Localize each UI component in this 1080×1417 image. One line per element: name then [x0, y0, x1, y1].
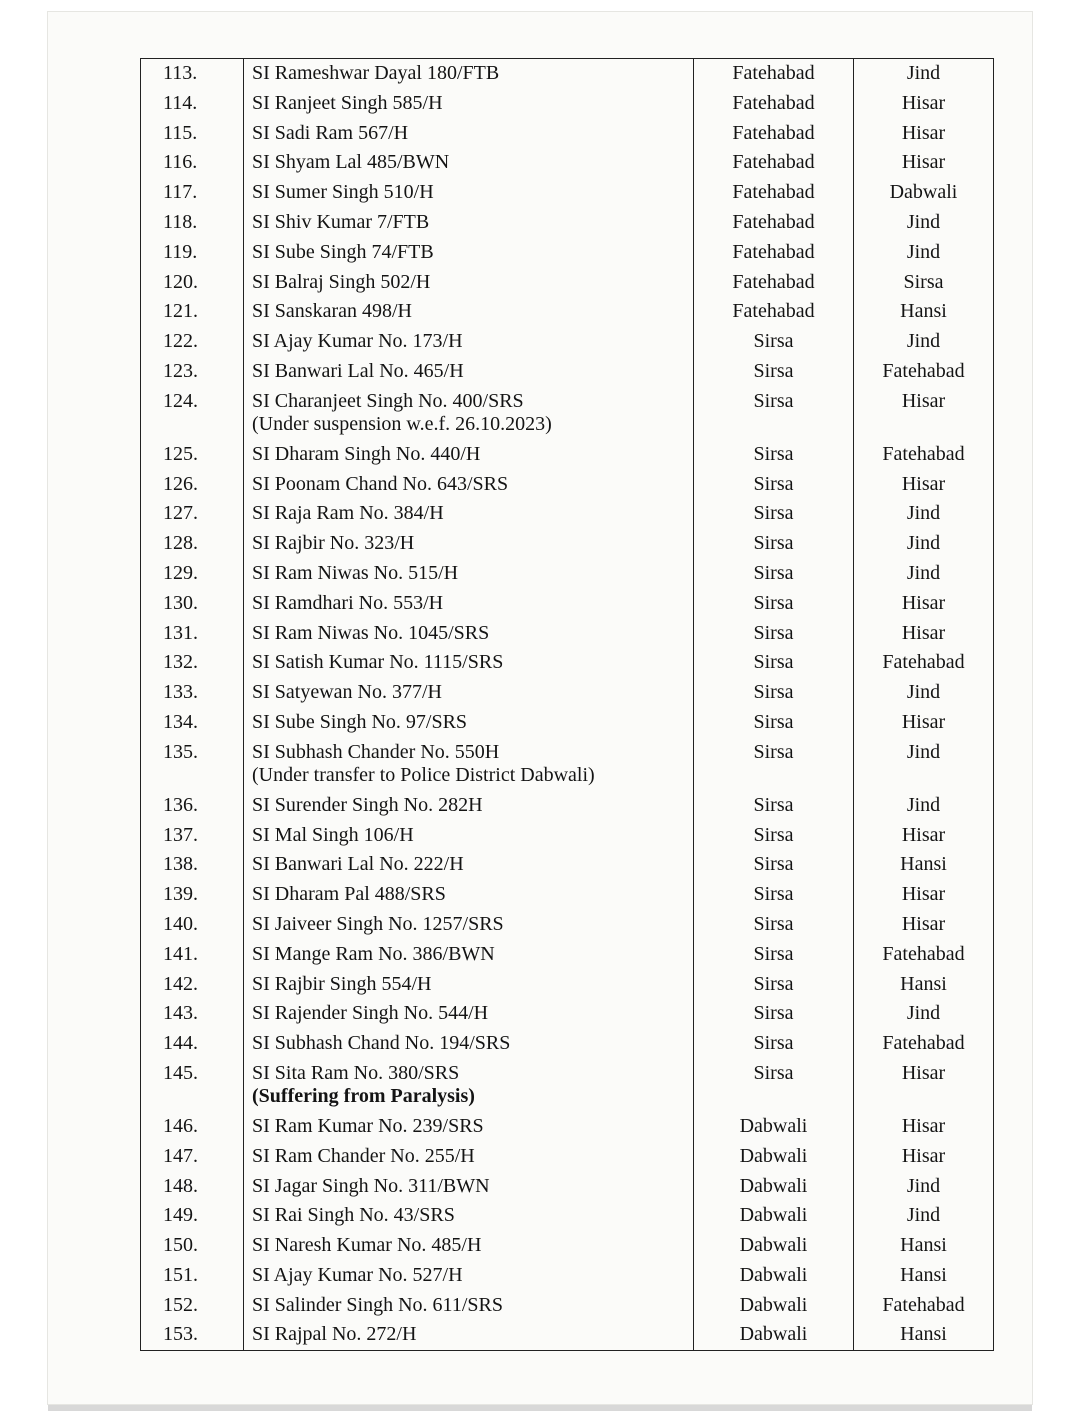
officer-name: SI Sadi Ram 567/H	[252, 121, 409, 144]
officer-name: SI Naresh Kumar No. 485/H	[252, 1234, 482, 1257]
serial-number-cell: 149.	[163, 1204, 198, 1227]
to-district-cell: Jind	[853, 999, 993, 1029]
officer-remark: (Suffering from Paralysis)	[252, 1084, 475, 1107]
serial-number-cell: 124.	[163, 389, 198, 412]
officer-name: SI Dharam Singh No. 440/H	[252, 442, 481, 465]
officer-name: SI Satyewan No. 377/H	[252, 681, 442, 704]
serial-number-cell: 114.	[163, 91, 198, 114]
officer-name: SI Raja Ram No. 384/H	[252, 502, 444, 525]
from-district-cell: Sirsa	[693, 648, 853, 678]
table-row	[141, 1291, 993, 1321]
serial-number-cell: 121.	[163, 300, 198, 323]
officer-name: SI Banwari Lal No. 465/H	[252, 359, 464, 382]
officer-name-cell	[243, 1029, 693, 1059]
to-district-cell: Hansi	[853, 1261, 993, 1291]
to-district-cell: Jind	[853, 529, 993, 559]
to-district-cell: Jind	[853, 499, 993, 529]
table-row	[141, 1142, 993, 1172]
officer-name: SI Poonam Chand No. 643/SRS	[252, 472, 509, 495]
officer-name-cell	[243, 738, 693, 791]
transfer-table	[140, 58, 994, 1351]
table-row	[141, 529, 993, 559]
serial-number-cell: 152.	[163, 1293, 198, 1316]
to-district-cell: Hisar	[853, 880, 993, 910]
officer-name-cell	[243, 1320, 693, 1350]
to-district-cell: Hansi	[853, 1231, 993, 1261]
officer-name-cell	[243, 1059, 693, 1112]
from-district-cell: Sirsa	[693, 440, 853, 470]
officer-name-cell	[243, 880, 693, 910]
officer-name-cell	[243, 1142, 693, 1172]
table-row	[141, 238, 993, 268]
to-district-cell: Hisar	[853, 589, 993, 619]
from-district-cell: Fatehabad	[693, 89, 853, 119]
from-district-cell: Fatehabad	[693, 119, 853, 149]
from-district-cell: Dabwali	[693, 1231, 853, 1261]
from-district-cell: Sirsa	[693, 910, 853, 940]
from-district-cell: Fatehabad	[693, 178, 853, 208]
from-district-cell: Sirsa	[693, 470, 853, 500]
officer-name: SI Ajay Kumar No. 173/H	[252, 330, 463, 353]
officer-name: SI Subhash Chander No. 550H	[252, 740, 500, 763]
to-district-cell: Jind	[853, 59, 993, 89]
officer-name-cell	[243, 327, 693, 357]
officer-name-cell	[243, 559, 693, 589]
table-row	[141, 619, 993, 649]
to-district-cell: Fatehabad	[853, 1291, 993, 1321]
serial-number-cell: 127.	[163, 502, 198, 525]
from-district-cell: Fatehabad	[693, 59, 853, 89]
from-district-cell: Sirsa	[693, 387, 853, 440]
from-district-cell: Sirsa	[693, 529, 853, 559]
to-district-cell: Jind	[853, 738, 993, 791]
officer-name: SI Jagar Singh No. 311/BWN	[252, 1174, 490, 1197]
serial-number-cell: 130.	[163, 591, 198, 614]
officer-name-cell	[243, 208, 693, 238]
to-district-cell: Hisar	[853, 119, 993, 149]
officer-name-cell	[243, 1231, 693, 1261]
officer-name: SI Mange Ram No. 386/BWN	[252, 942, 495, 965]
officer-name-cell	[243, 297, 693, 327]
officer-name-cell	[243, 970, 693, 1000]
table-row	[141, 327, 993, 357]
from-district-cell: Sirsa	[693, 850, 853, 880]
serial-number-cell: 126.	[163, 472, 198, 495]
table-row	[141, 1112, 993, 1142]
serial-number-cell: 133.	[163, 681, 198, 704]
table-row	[141, 1231, 993, 1261]
officer-name-cell	[243, 1201, 693, 1231]
serial-number-cell: 134.	[163, 710, 198, 733]
to-district-cell: Jind	[853, 1201, 993, 1231]
to-district-cell: Fatehabad	[853, 940, 993, 970]
table-row	[141, 1201, 993, 1231]
serial-number-cell: 140.	[163, 912, 198, 935]
to-district-cell: Hansi	[853, 970, 993, 1000]
table-row	[141, 910, 993, 940]
officer-name-cell	[243, 59, 693, 89]
from-district-cell: Fatehabad	[693, 208, 853, 238]
from-district-cell: Sirsa	[693, 357, 853, 387]
officer-name: SI Rajbir No. 323/H	[252, 532, 415, 555]
to-district-cell: Hisar	[853, 1142, 993, 1172]
officer-name-cell	[243, 1112, 693, 1142]
to-district-cell: Hisar	[853, 387, 993, 440]
table-row	[141, 387, 993, 440]
table-row	[141, 499, 993, 529]
officer-name: SI Rameshwar Dayal 180/FTB	[252, 62, 500, 84]
table-row	[141, 791, 993, 821]
officer-name-cell	[243, 619, 693, 649]
to-district-cell: Fatehabad	[853, 440, 993, 470]
officer-remark: (Under transfer to Police District Dabwali)	[252, 763, 595, 786]
table-row	[141, 648, 993, 678]
from-district-cell: Fatehabad	[693, 238, 853, 268]
from-district-cell: Sirsa	[693, 791, 853, 821]
officer-name: SI Salinder Singh No. 611/SRS	[252, 1293, 503, 1316]
to-district-cell: Fatehabad	[853, 648, 993, 678]
table-row	[141, 970, 993, 1000]
serial-number-cell: 113.	[163, 62, 198, 84]
officer-name: SI Balraj Singh 502/H	[252, 270, 431, 293]
officer-name-cell	[243, 268, 693, 298]
from-district-cell: Dabwali	[693, 1261, 853, 1291]
serial-number-cell: 146.	[163, 1114, 198, 1137]
officer-name-cell	[243, 1291, 693, 1321]
from-district-cell: Sirsa	[693, 940, 853, 970]
officer-name: SI Shyam Lal 485/BWN	[252, 151, 450, 174]
officer-name-cell	[243, 821, 693, 851]
serial-number-cell: 123.	[163, 359, 198, 382]
serial-number-cell: 139.	[163, 883, 198, 906]
from-district-cell: Sirsa	[693, 678, 853, 708]
officer-name: SI Rajpal No. 272/H	[252, 1323, 417, 1346]
officer-name-cell	[243, 357, 693, 387]
serial-number-cell: 145.	[163, 1061, 198, 1084]
to-district-cell: Fatehabad	[853, 357, 993, 387]
from-district-cell: Dabwali	[693, 1201, 853, 1231]
from-district-cell: Sirsa	[693, 999, 853, 1029]
serial-number-cell: 143.	[163, 1002, 198, 1025]
table-row	[141, 880, 993, 910]
serial-number-cell: 153.	[163, 1323, 198, 1346]
from-district-cell: Sirsa	[693, 499, 853, 529]
from-district-cell: Sirsa	[693, 821, 853, 851]
officer-name-cell	[243, 1261, 693, 1291]
from-district-cell: Dabwali	[693, 1320, 853, 1350]
serial-number-cell: 122.	[163, 330, 198, 353]
from-district-cell: Sirsa	[693, 589, 853, 619]
officer-name-cell	[243, 999, 693, 1029]
serial-number-cell: 141.	[163, 942, 198, 965]
serial-number-cell: 142.	[163, 972, 198, 995]
table-row	[141, 1320, 993, 1350]
serial-number-cell: 117.	[163, 181, 198, 204]
officer-name-cell	[243, 910, 693, 940]
officer-name: SI Ramdhari No. 553/H	[252, 591, 444, 614]
officer-name: SI Rai Singh No. 43/SRS	[252, 1204, 455, 1227]
officer-name-cell	[243, 1172, 693, 1202]
to-district-cell: Hisar	[853, 89, 993, 119]
table-row	[141, 1059, 993, 1112]
table-row	[141, 268, 993, 298]
officer-name-cell	[243, 589, 693, 619]
to-district-cell: Jind	[853, 791, 993, 821]
from-district-cell: Fatehabad	[693, 148, 853, 178]
officer-name-cell	[243, 499, 693, 529]
officer-name: SI Ram Niwas No. 1045/SRS	[252, 621, 490, 644]
document-page	[48, 12, 1032, 1404]
from-district-cell: Dabwali	[693, 1291, 853, 1321]
serial-number-cell: 138.	[163, 853, 198, 876]
officer-name: SI Banwari Lal No. 222/H	[252, 853, 464, 876]
table-row	[141, 589, 993, 619]
table-row	[141, 999, 993, 1029]
serial-number-cell: 144.	[163, 1032, 198, 1055]
serial-number-cell: 120.	[163, 270, 198, 293]
to-district-cell: Hisar	[853, 821, 993, 851]
table-row	[141, 357, 993, 387]
to-district-cell: Sirsa	[853, 268, 993, 298]
table-row	[141, 148, 993, 178]
officer-name: SI Mal Singh 106/H	[252, 823, 414, 846]
officer-name-cell	[243, 940, 693, 970]
officer-name-cell	[243, 850, 693, 880]
table-row	[141, 821, 993, 851]
officer-name: SI Ram Niwas No. 515/H	[252, 561, 459, 584]
officer-name-cell	[243, 529, 693, 559]
officer-name: SI Sanskaran 498/H	[252, 300, 412, 323]
officer-name-cell	[243, 148, 693, 178]
table-row	[141, 59, 993, 89]
table-row	[141, 440, 993, 470]
officer-name: SI Ram Chander No. 255/H	[252, 1144, 475, 1167]
serial-number-cell: 119.	[163, 240, 198, 263]
serial-number-cell: 118.	[163, 210, 198, 233]
table-row	[141, 208, 993, 238]
table-row	[141, 940, 993, 970]
table-row	[141, 850, 993, 880]
serial-number-cell: 136.	[163, 793, 198, 816]
officer-remark: (Under suspension w.e.f. 26.10.2023)	[252, 412, 552, 435]
table-row	[141, 678, 993, 708]
officer-name-cell	[243, 791, 693, 821]
officer-name-cell	[243, 470, 693, 500]
to-district-cell: Hisar	[853, 148, 993, 178]
table-row	[141, 470, 993, 500]
table-row	[141, 708, 993, 738]
officer-name: SI Charanjeet Singh No. 400/SRS	[252, 389, 524, 412]
officer-name: SI Satish Kumar No. 1115/SRS	[252, 651, 504, 674]
officer-name-cell	[243, 678, 693, 708]
from-district-cell: Sirsa	[693, 708, 853, 738]
to-district-cell: Hisar	[853, 619, 993, 649]
from-district-cell: Dabwali	[693, 1172, 853, 1202]
officer-name-cell	[243, 440, 693, 470]
serial-number-cell: 115.	[163, 121, 198, 144]
from-district-cell: Sirsa	[693, 619, 853, 649]
to-district-cell: Hisar	[853, 708, 993, 738]
table-row	[141, 178, 993, 208]
to-district-cell: Hansi	[853, 850, 993, 880]
table-row	[141, 1172, 993, 1202]
serial-number-cell: 129.	[163, 561, 198, 584]
from-district-cell: Dabwali	[693, 1142, 853, 1172]
from-district-cell: Sirsa	[693, 559, 853, 589]
officer-name: SI Ram Kumar No. 239/SRS	[252, 1114, 484, 1137]
officer-name-cell	[243, 119, 693, 149]
to-district-cell: Hisar	[853, 1112, 993, 1142]
officer-name-cell	[243, 238, 693, 268]
officer-name: SI Sube Singh 74/FTB	[252, 240, 434, 263]
table-row	[141, 89, 993, 119]
to-district-cell: Jind	[853, 678, 993, 708]
officer-name: SI Sube Singh No. 97/SRS	[252, 710, 468, 733]
officer-name: SI Sita Ram No. 380/SRS	[252, 1061, 460, 1084]
officer-name-cell	[243, 387, 693, 440]
officer-name: SI Rajbir Singh 554/H	[252, 972, 432, 995]
serial-number-cell: 116.	[163, 151, 198, 174]
serial-number-cell: 131.	[163, 621, 198, 644]
table-row	[141, 1261, 993, 1291]
officer-name-cell	[243, 648, 693, 678]
to-district-cell: Jind	[853, 238, 993, 268]
officer-name: SI Ranjeet Singh 585/H	[252, 91, 443, 114]
from-district-cell: Sirsa	[693, 880, 853, 910]
table-row	[141, 1029, 993, 1059]
table-row	[141, 297, 993, 327]
serial-number-cell: 125.	[163, 442, 198, 465]
to-district-cell: Fatehabad	[853, 1029, 993, 1059]
officer-name: SI Dharam Pal 488/SRS	[252, 883, 446, 906]
serial-number-cell: 150.	[163, 1234, 198, 1257]
from-district-cell: Sirsa	[693, 970, 853, 1000]
table-row	[141, 119, 993, 149]
officer-name: SI Shiv Kumar 7/FTB	[252, 210, 430, 233]
serial-number-cell: 135.	[163, 740, 198, 763]
serial-number-cell: 148.	[163, 1174, 198, 1197]
table-row	[141, 738, 993, 791]
from-district-cell: Sirsa	[693, 738, 853, 791]
serial-number-cell: 147.	[163, 1144, 198, 1167]
serial-number-cell: 128.	[163, 532, 198, 555]
officer-name: SI Ajay Kumar No. 527/H	[252, 1263, 463, 1286]
from-district-cell: Fatehabad	[693, 268, 853, 298]
to-district-cell: Jind	[853, 559, 993, 589]
to-district-cell: Hisar	[853, 910, 993, 940]
to-district-cell: Hisar	[853, 1059, 993, 1112]
serial-number-cell: 151.	[163, 1263, 198, 1286]
serial-number-cell: 137.	[163, 823, 198, 846]
officer-name-cell	[243, 89, 693, 119]
officer-name: SI Surender Singh No. 282H	[252, 793, 483, 816]
to-district-cell: Hansi	[853, 1320, 993, 1350]
officer-name: SI Subhash Chand No. 194/SRS	[252, 1032, 511, 1055]
to-district-cell: Hisar	[853, 470, 993, 500]
from-district-cell: Sirsa	[693, 1059, 853, 1112]
officer-name-cell	[243, 178, 693, 208]
from-district-cell: Dabwali	[693, 1112, 853, 1142]
to-district-cell: Jind	[853, 327, 993, 357]
officer-name: SI Sumer Singh 510/H	[252, 181, 434, 204]
page-bottom-edge	[48, 1405, 1032, 1411]
officer-name: SI Rajender Singh No. 544/H	[252, 1002, 489, 1025]
to-district-cell: Jind	[853, 208, 993, 238]
officer-name-cell	[243, 708, 693, 738]
officer-name: SI Jaiveer Singh No. 1257/SRS	[252, 912, 504, 935]
to-district-cell: Dabwali	[853, 178, 993, 208]
to-district-cell: Hansi	[853, 297, 993, 327]
serial-number-cell: 132.	[163, 651, 198, 674]
from-district-cell: Sirsa	[693, 1029, 853, 1059]
table-row	[141, 559, 993, 589]
from-district-cell: Fatehabad	[693, 297, 853, 327]
from-district-cell: Sirsa	[693, 327, 853, 357]
to-district-cell: Jind	[853, 1172, 993, 1202]
